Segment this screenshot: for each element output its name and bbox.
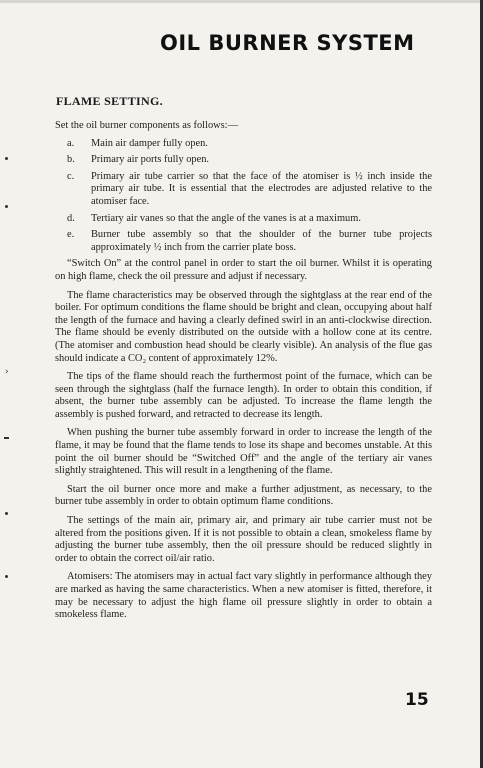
margin-speck <box>5 575 8 578</box>
list-marker: c. <box>67 170 75 182</box>
list-item-text: Primary air tube carrier so that the face of the atomiser is ½ inch inside the primary air tube. It is essential that the electrodes are adjusted relative to the atomiser face. <box>91 170 432 207</box>
list-item <box>55 229 432 254</box>
list-item <box>55 171 432 209</box>
list-marker: a. <box>67 137 75 149</box>
margin-speck <box>5 205 8 208</box>
list-item-text: Main air damper fully open. <box>91 137 208 149</box>
list-item <box>55 213 432 226</box>
page-number: 15 <box>405 690 429 710</box>
margin-speck <box>5 157 8 160</box>
section-heading: FLAME SETTING. <box>56 94 163 108</box>
list-item <box>55 154 432 167</box>
paragraph-switch-on: “Switch On” at the control panel in order to start the oil burner. Whilst it is operating on high flame, check the oil pressure and adjust if necessary. <box>55 258 432 282</box>
list-marker: b. <box>67 154 75 166</box>
list-item-text: Burner tube assembly so that the shoulder of the burner tube projects approximately ½ inch from the carrier plate boss. <box>91 229 432 253</box>
page-title: OIL BURNER SYSTEM <box>160 31 415 55</box>
margin-speck <box>5 512 8 515</box>
paragraph-restart: Start the oil burner once more and make a further adjustment, as necessary, to the burner tube assembly in order to obtain optimum flame conditions. <box>55 483 432 508</box>
body-content <box>55 120 432 628</box>
settings-list <box>55 138 432 255</box>
page-top-edge <box>0 0 483 3</box>
list-item <box>55 138 432 151</box>
list-item-text: Primary air ports fully open. <box>91 154 210 166</box>
list-marker: d. <box>67 212 75 224</box>
paragraph-flame-characteristics: The flame characteristics may be observed through the sightglass at the rear end of the boiler. For optimum conditions the flame should be bright and clean, occupying about half the length of the furnace and having a clearly defined swirl in an anti-clockwise direction. The flame should be evenly distributed on the outside with a hollow cone at its centre. (The atomiser and combustion head should be clearly visible). An analysis of the flue gas should indicate a CO₂ content of approximately 12%. <box>55 289 432 364</box>
paragraph-pushing-assembly: When pushing the burner tube assembly forward in order to increase the length of the flame, it may be found that the flame tends to lose its shape and becomes unstable. At this point the oil burner should be “Switched Off” and the angle of the tertiary air vanes slightly straightened. This will result in a lengthening of the flame. <box>55 427 432 477</box>
margin-speck: › <box>5 367 9 377</box>
paragraph-settings-warning: The settings of the main air, primary air, and primary air tube carrier must not be altered from the positions given. If it is not possible to obtain a clean, smokeless flame by adjusting the burner tube assembly, then the oil pressure should be reduced slightly in order to obtain the correct oil/air ratio. <box>55 515 432 564</box>
list-item-text: Tertiary air vanes so that the angle of the vanes is at a maximum. <box>91 212 361 224</box>
intro-text: Set the oil burner components as follows:— <box>55 120 238 131</box>
paragraph-flame-tips: The tips of the flame should reach the furthermost point of the furnace, which can be seen through the sightglass (half the furnace length). In order to obtain this condition, if absent, the burner tube assembly can be adjusted. To increase the flame length the assembly is pushed forward, and retracted to decrease its length. <box>55 371 432 420</box>
margin-speck <box>4 437 9 439</box>
list-marker: e. <box>67 229 75 241</box>
paragraph-atomisers: Atomisers: The atomisers may in actual fact vary slightly in performance although they are marked as having the same characteristics. When a new atomiser is fitted, therefore, it may be necessary to adjust the high flame oil pressure slightly in order to obtain a smokeless flame. <box>55 571 432 621</box>
